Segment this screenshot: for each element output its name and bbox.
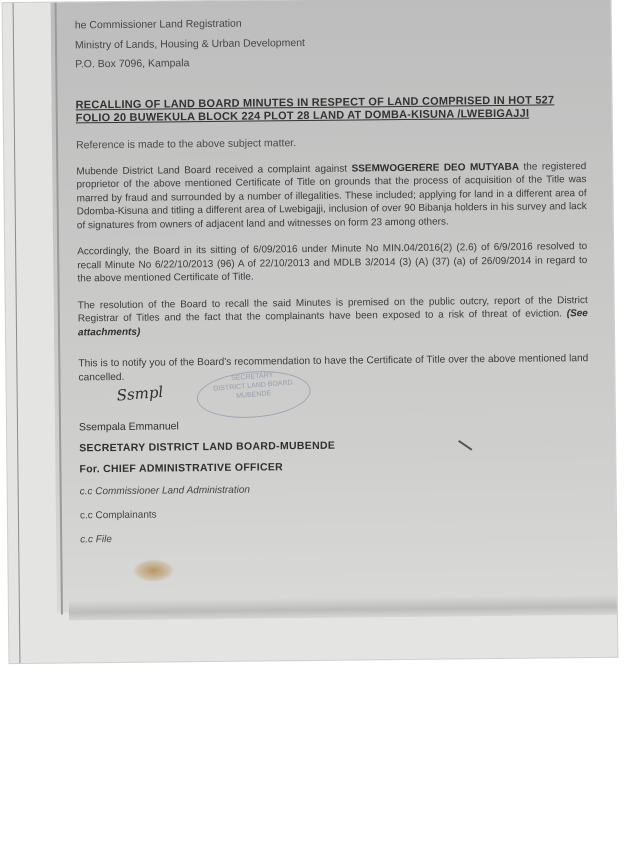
stamp-line-2: DISTRICT LAND BOARD [213, 379, 293, 393]
reference-line: Reference is made to the above subject matter. [75, 136, 297, 151]
address-line-2: Ministry of Lands, Housing & Urban Development [74, 36, 306, 51]
scanned-letter-page [3, 0, 618, 663]
signer-for: For. CHIEF ADMINISTRATIVE OFFICER [79, 461, 284, 476]
complaint-text-start: Mubende District Land Board received a complaint against [76, 163, 352, 177]
signer-title: SECRETARY DISTRICT LAND BOARD-MUBENDE [79, 439, 336, 455]
address-line-3: P.O. Box 7096, Kampala [75, 57, 190, 71]
stamp-line-1: SECRETARY [230, 371, 274, 383]
notification-paragraph: This is to notify you of the Board's recommendation to have the Certificate of Title over the above mentioned land cancelled. [78, 353, 589, 384]
handwritten-signature: Ssmpl [116, 382, 164, 405]
attachments-note: (See attachments) [77, 308, 588, 338]
board-resolution-paragraph: Accordingly, the Board in its sitting of 6/09/2016 under Minute No MIN.04/2016(2) (2.6) of 6/9/2016 resolved to recall Minute No 6/22/10/2013 (96) A of 22/10/2013 and MDLB 3/2014 (3) (A) (37) (a) of 26/09/2014 in regard to the above mentioned Certificate of Title. [77, 241, 588, 285]
complaint-text-end: the registered proprietor of the above mentioned Certificate of Title on grounds that the process of acquisition of the Title was marred by fraud and surrounded by a number of illegalities. These included; applying for land in a different area of Ddomba-Kisuna and titling a different area of Lwebigajji, inclusion of over 90 Bibanja holders in his survey and lack of signatures from owners of adjacent land and witnesses on form 23 among others. [76, 160, 587, 231]
complaint-paragraph [76, 160, 587, 233]
official-stamp [195, 367, 312, 422]
premise-text: The resolution of the Board to recall the said Minutes is premised on the public outcry, report of the District Registrar of Titles and the fact that the complainants have been exposed to a risk of threat of eviction. [77, 294, 588, 325]
letter-body [75, 11, 591, 552]
page-edge-line [13, 3, 21, 663]
address-line-1: he Commissioner Land Registration [74, 17, 242, 32]
signature-area [79, 371, 589, 415]
proprietor-name: SSEMWOGERERE DEO MUTYABA [351, 161, 520, 175]
letter-subject: RECALLING OF LAND BOARD MINUTES IN RESPECT OF LAND COMPRISED IN HOT 527 FOLIO 20 BUWEKULA BLOCK 224 PLOT 28 LAND AT DOMBA-KISUNA /LWEBIGAJJI [75, 93, 555, 124]
premise-paragraph [78, 294, 588, 340]
cc-file: c.c File [80, 534, 112, 546]
signer-name: Ssempala Emmanuel [78, 420, 179, 434]
signer-block [79, 412, 590, 480]
stamp-line-3: MUBENDE [235, 390, 272, 400]
cc-complainants: c.c Complainants [79, 509, 157, 522]
cc-commissioner: c.c Commissioner Land Administration [79, 484, 250, 498]
